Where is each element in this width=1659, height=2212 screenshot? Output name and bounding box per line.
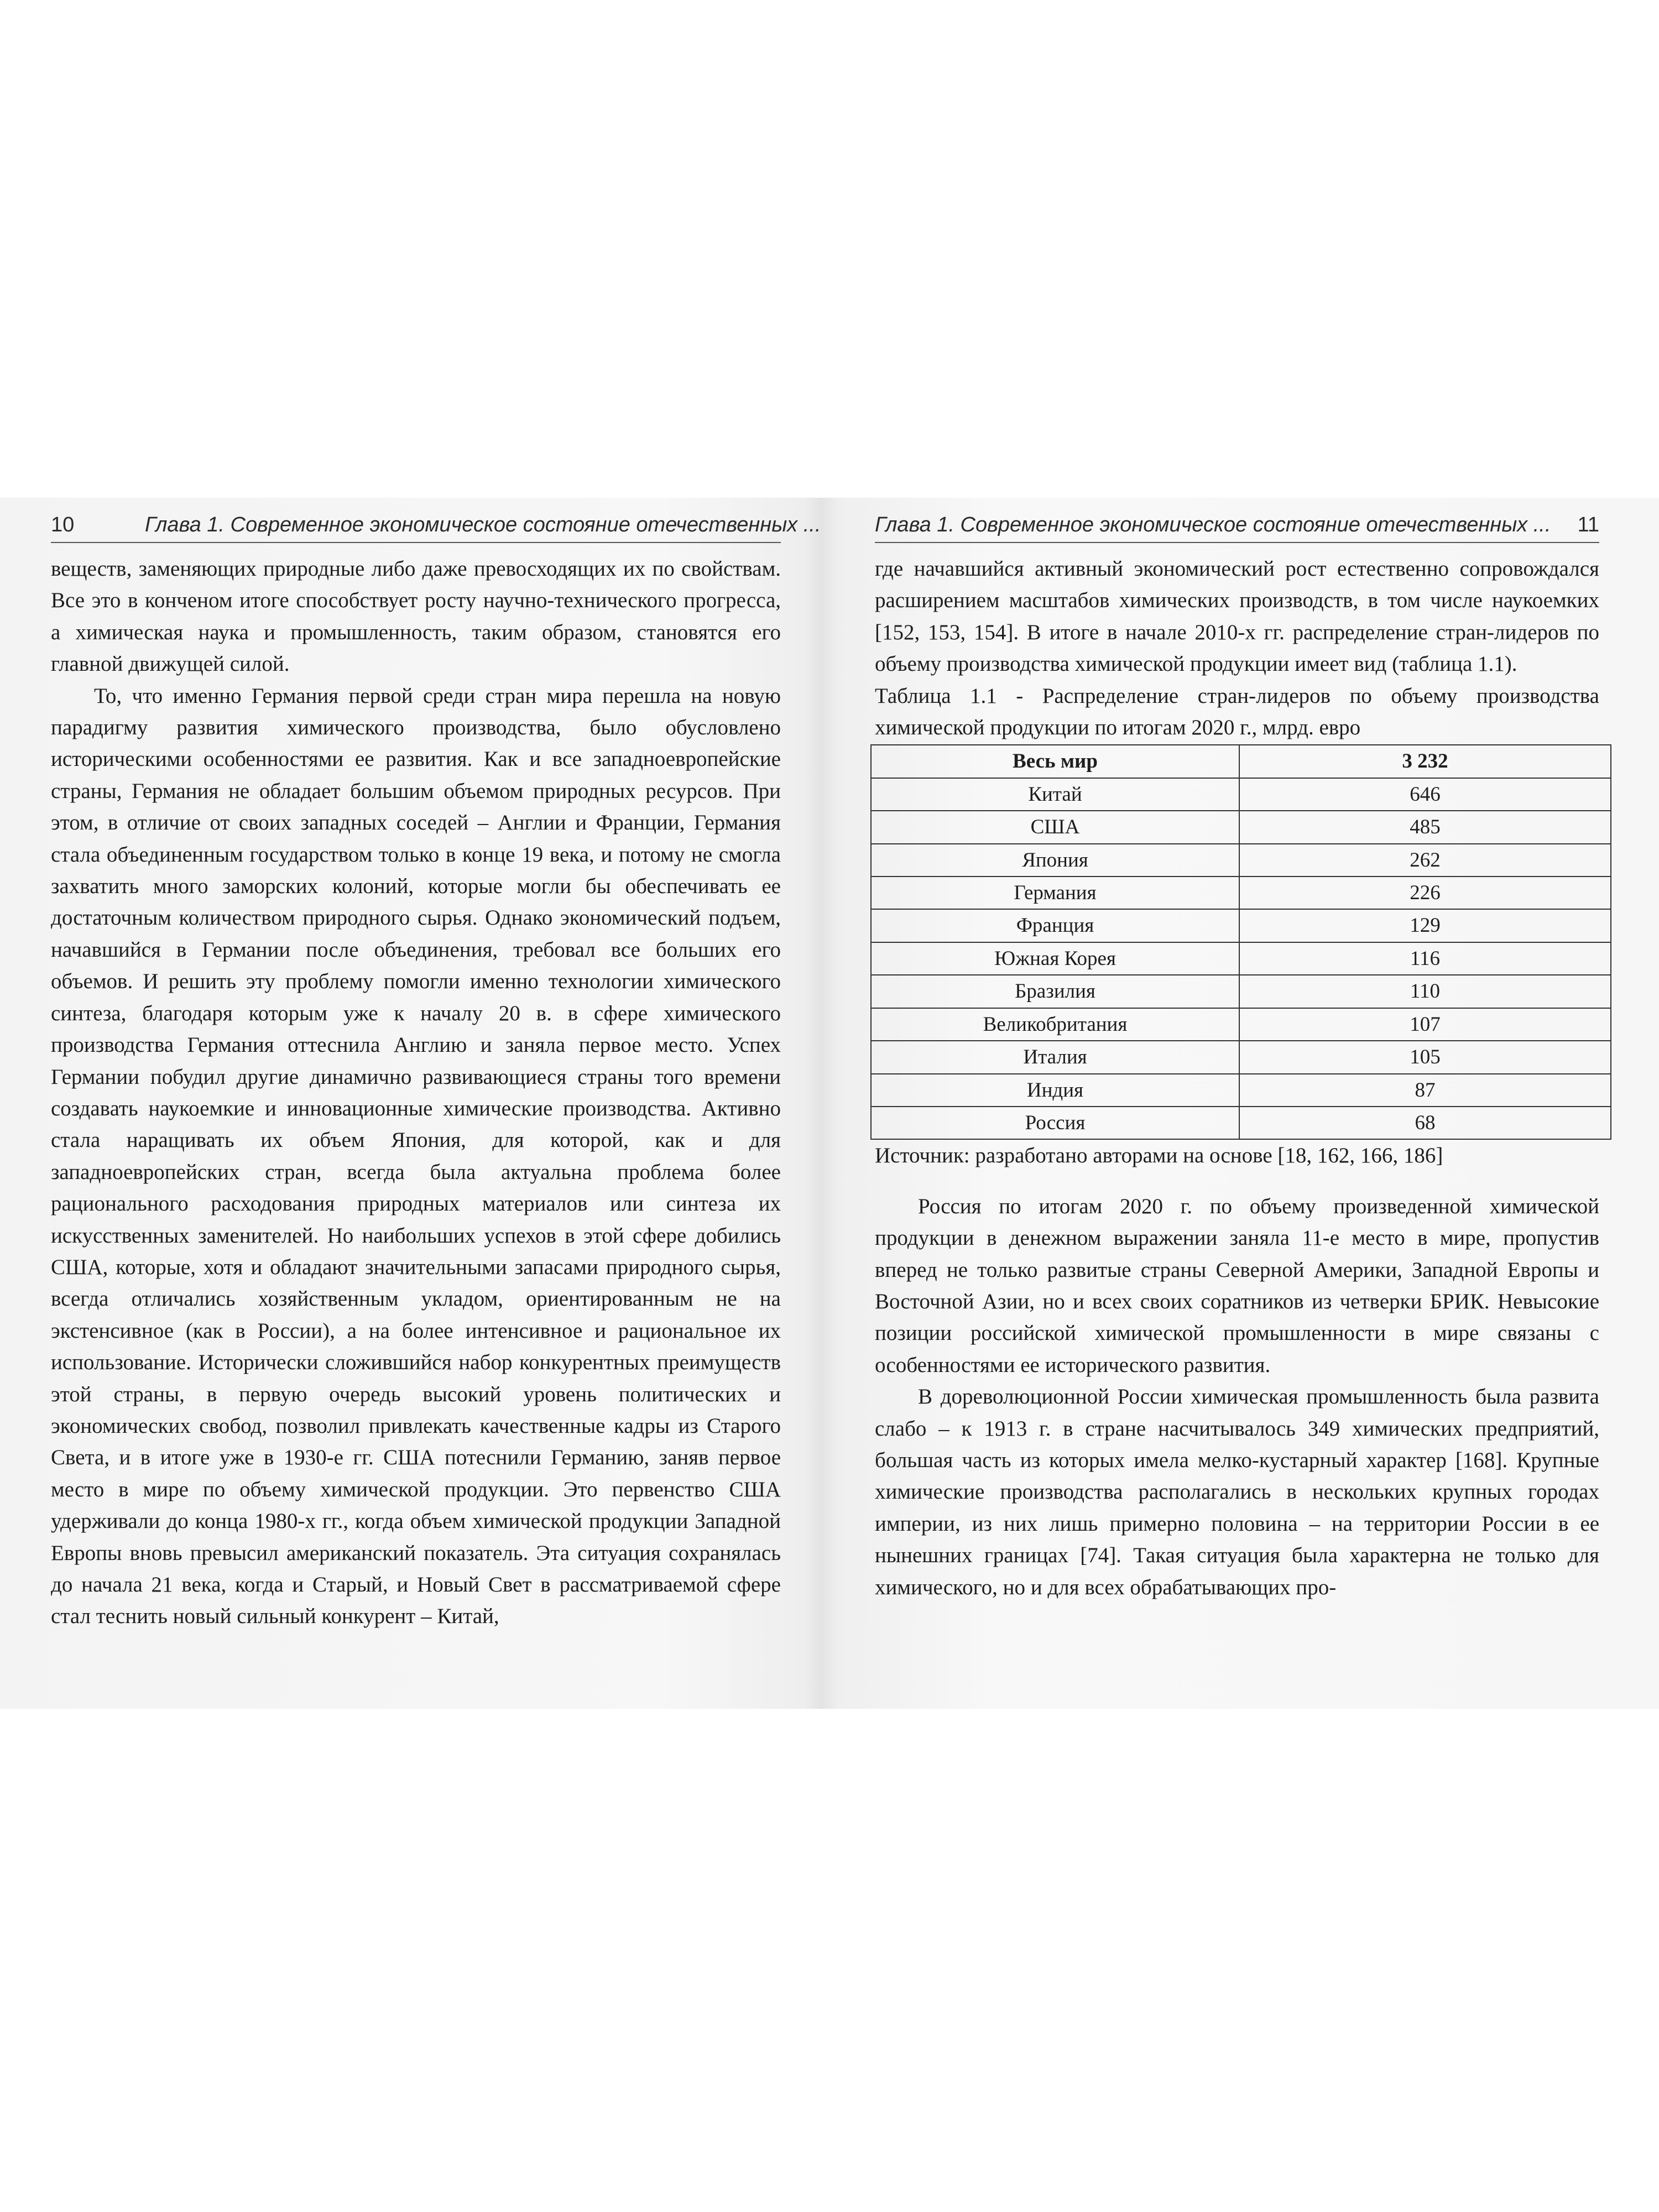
table-source: Источник: разработано авторами на основе [18, 162, 166, 186]: [875, 1144, 1443, 1168]
table-cell-country: США: [871, 811, 1239, 843]
page-number: 10: [51, 513, 75, 536]
right-page: [846, 498, 1659, 1709]
table-row: [871, 1074, 1611, 1107]
table-cell-country: Италия: [871, 1041, 1239, 1073]
left-page: [0, 498, 821, 1709]
table-row: [871, 844, 1611, 877]
running-header-title: Глава 1. Современное экономическое состояние отечественных ...: [145, 513, 821, 536]
table-cell-value: 105: [1239, 1041, 1611, 1073]
table-cell-country: Индия: [871, 1074, 1239, 1107]
table-row: [871, 942, 1611, 975]
table-cell-value: 646: [1239, 778, 1611, 811]
page-body: [51, 553, 781, 1632]
table-cell-value: 116: [1239, 942, 1611, 975]
table-row: [871, 975, 1611, 1008]
table-cell-value: 3 232: [1239, 745, 1611, 778]
running-header-title: Глава 1. Современное экономическое состояние отечественных ...: [875, 513, 1551, 536]
table-cell-value: 129: [1239, 909, 1611, 942]
table-cell-value: 262: [1239, 844, 1611, 877]
table-row: [871, 909, 1611, 942]
table-row: [871, 778, 1611, 811]
table-header-row: [871, 745, 1611, 778]
table-cell-country: Великобритания: [871, 1008, 1239, 1041]
paragraph: где начавшийся активный экономический рост естественно сопровождался расширением масштабов химических производств, в том числе наукоемких [152, 153, 154]. В итоге в начале 2010-х гг. распределение стран-лидеров по объему производства химической продукции имеет вид (таблица 1.1).: [875, 557, 1599, 676]
table-cell-country: Германия: [871, 877, 1239, 909]
table-cell-country: Китай: [871, 778, 1239, 811]
table-cell-value: 110: [1239, 975, 1611, 1008]
paragraph: Россия по итогам 2020 г. по объему произведенной химической продукции в денежном выражении заняла 11-е место в мире, пропустив вперед не только развитые страны Северной Америки, Западной Европы и Восточной Азии, но и всех своих соратников из четверки БРИК. Невысокие позиции российской химической промышленности в мире связаны с особенностями ее исторического развития.: [875, 1194, 1599, 1377]
running-header: [51, 513, 821, 543]
table-cell-country: Россия: [871, 1107, 1239, 1139]
table-row: [871, 811, 1611, 843]
table-cell-country: Южная Корея: [871, 942, 1239, 975]
table-row: [871, 1008, 1611, 1041]
table-cell-country: Япония: [871, 844, 1239, 877]
running-header: [875, 513, 1599, 543]
paragraph: веществ, заменяющих природные либо даже превосходящих их по свойствам. Все это в конченом итоге способствует росту научно-технического прогресса, а химическая наука и промышленность, таким образом, становятся его главной движущей силой.: [51, 557, 781, 676]
table-cell-value: 68: [1239, 1107, 1611, 1139]
table-cell-country: Франция: [871, 909, 1239, 942]
data-table: [870, 744, 1611, 1140]
table-cell-value: 107: [1239, 1008, 1611, 1041]
table-row: [871, 1041, 1611, 1073]
paragraph: То, что именно Германия первой среди стран мира перешла на новую парадигму развития химического производства, было обусловлено историческими особенностями ее развития. Как и все западноевропейские страны, Германия не обладает большим объемом природных ресурсов. При этом, в отличие от своих западных соседей – Англии и Франции, Германия стала объединенным государством только в конце 19 века, и потому не смогла захватить много заморских колоний, которые могли бы обеспечивать ее достаточным количеством природного сырья. Однако экономический подъем, начавшийся в Германии после объединения, требовал все больших его объемов. И решить эту проблему помогли именно технологии химического синтеза, благодаря которым уже к началу 20 в. в сфере химического производства Германия оттеснила Англию и заняла первое место. Успех Германии побудил другие динамично развивающиеся страны того времени создавать наукоемкие и инновационные химические производства. Активно стала наращивать их объем Япония, для которой, как и для западноевропейских стран, всегда была актуальна проблема более рационального расходования природных материалов или синтеза их искусственных заменителей. Но наибольших успехов в этой сфере добились США, которые, хотя и обладают значительными запасами природного сырья, всегда отличались хозяйственным укладом, ориентированным не на экстенсивное (как в России), а на более интенсивное и рациональное их использование. Исторически сложившийся набор конкурентных преимуществ этой страны, в первую очередь высокий уровень политических и экономических свобод, позволил привлекать качественные кадры из Старого Света, и в итоге уже в 1930-е гг. США потеснили Германию, заняв первое место в мире по объему химической продукции. Это первенство США удерживали до конца 1980-х гг., когда объем химической продукции Западной Европы вновь превысил американский показатель. Эта ситуация сохранялась до начала 21 века, когда и Старый, и Новый Свет в рассматриваемой сфере стал теснить новый сильный конкурент – Китай,: [51, 684, 781, 1629]
book-spread: [0, 498, 1659, 1709]
table-cell-country: Весь мир: [871, 745, 1239, 778]
table-cell-value: 87: [1239, 1074, 1611, 1107]
page-number: 11: [1577, 513, 1599, 536]
page-body: [875, 553, 1599, 1603]
table-cell-value: 485: [1239, 811, 1611, 843]
paragraph: В дореволюционной России химическая промышленность была развита слабо – к 1913 г. в стране насчитывалось 349 химических предприятий, большая часть из которых имела мелко-кустарный характер [168]. Крупные химические производства располагались в нескольких крупных городах империи, из них лишь примерно половина – на территории России в ее нынешних границах [74]. Такая ситуация была характерна не только для химического, но и для всех обрабатывающих про-: [875, 1385, 1599, 1599]
table-cell-country: Бразилия: [871, 975, 1239, 1008]
table-row: [871, 1107, 1611, 1139]
table-caption: Таблица 1.1 - Распределение стран-лидеров по объему производства химической продукции по итогам 2020 г., млрд. евро: [875, 684, 1599, 740]
table-cell-value: 226: [1239, 877, 1611, 909]
table-row: [871, 877, 1611, 909]
